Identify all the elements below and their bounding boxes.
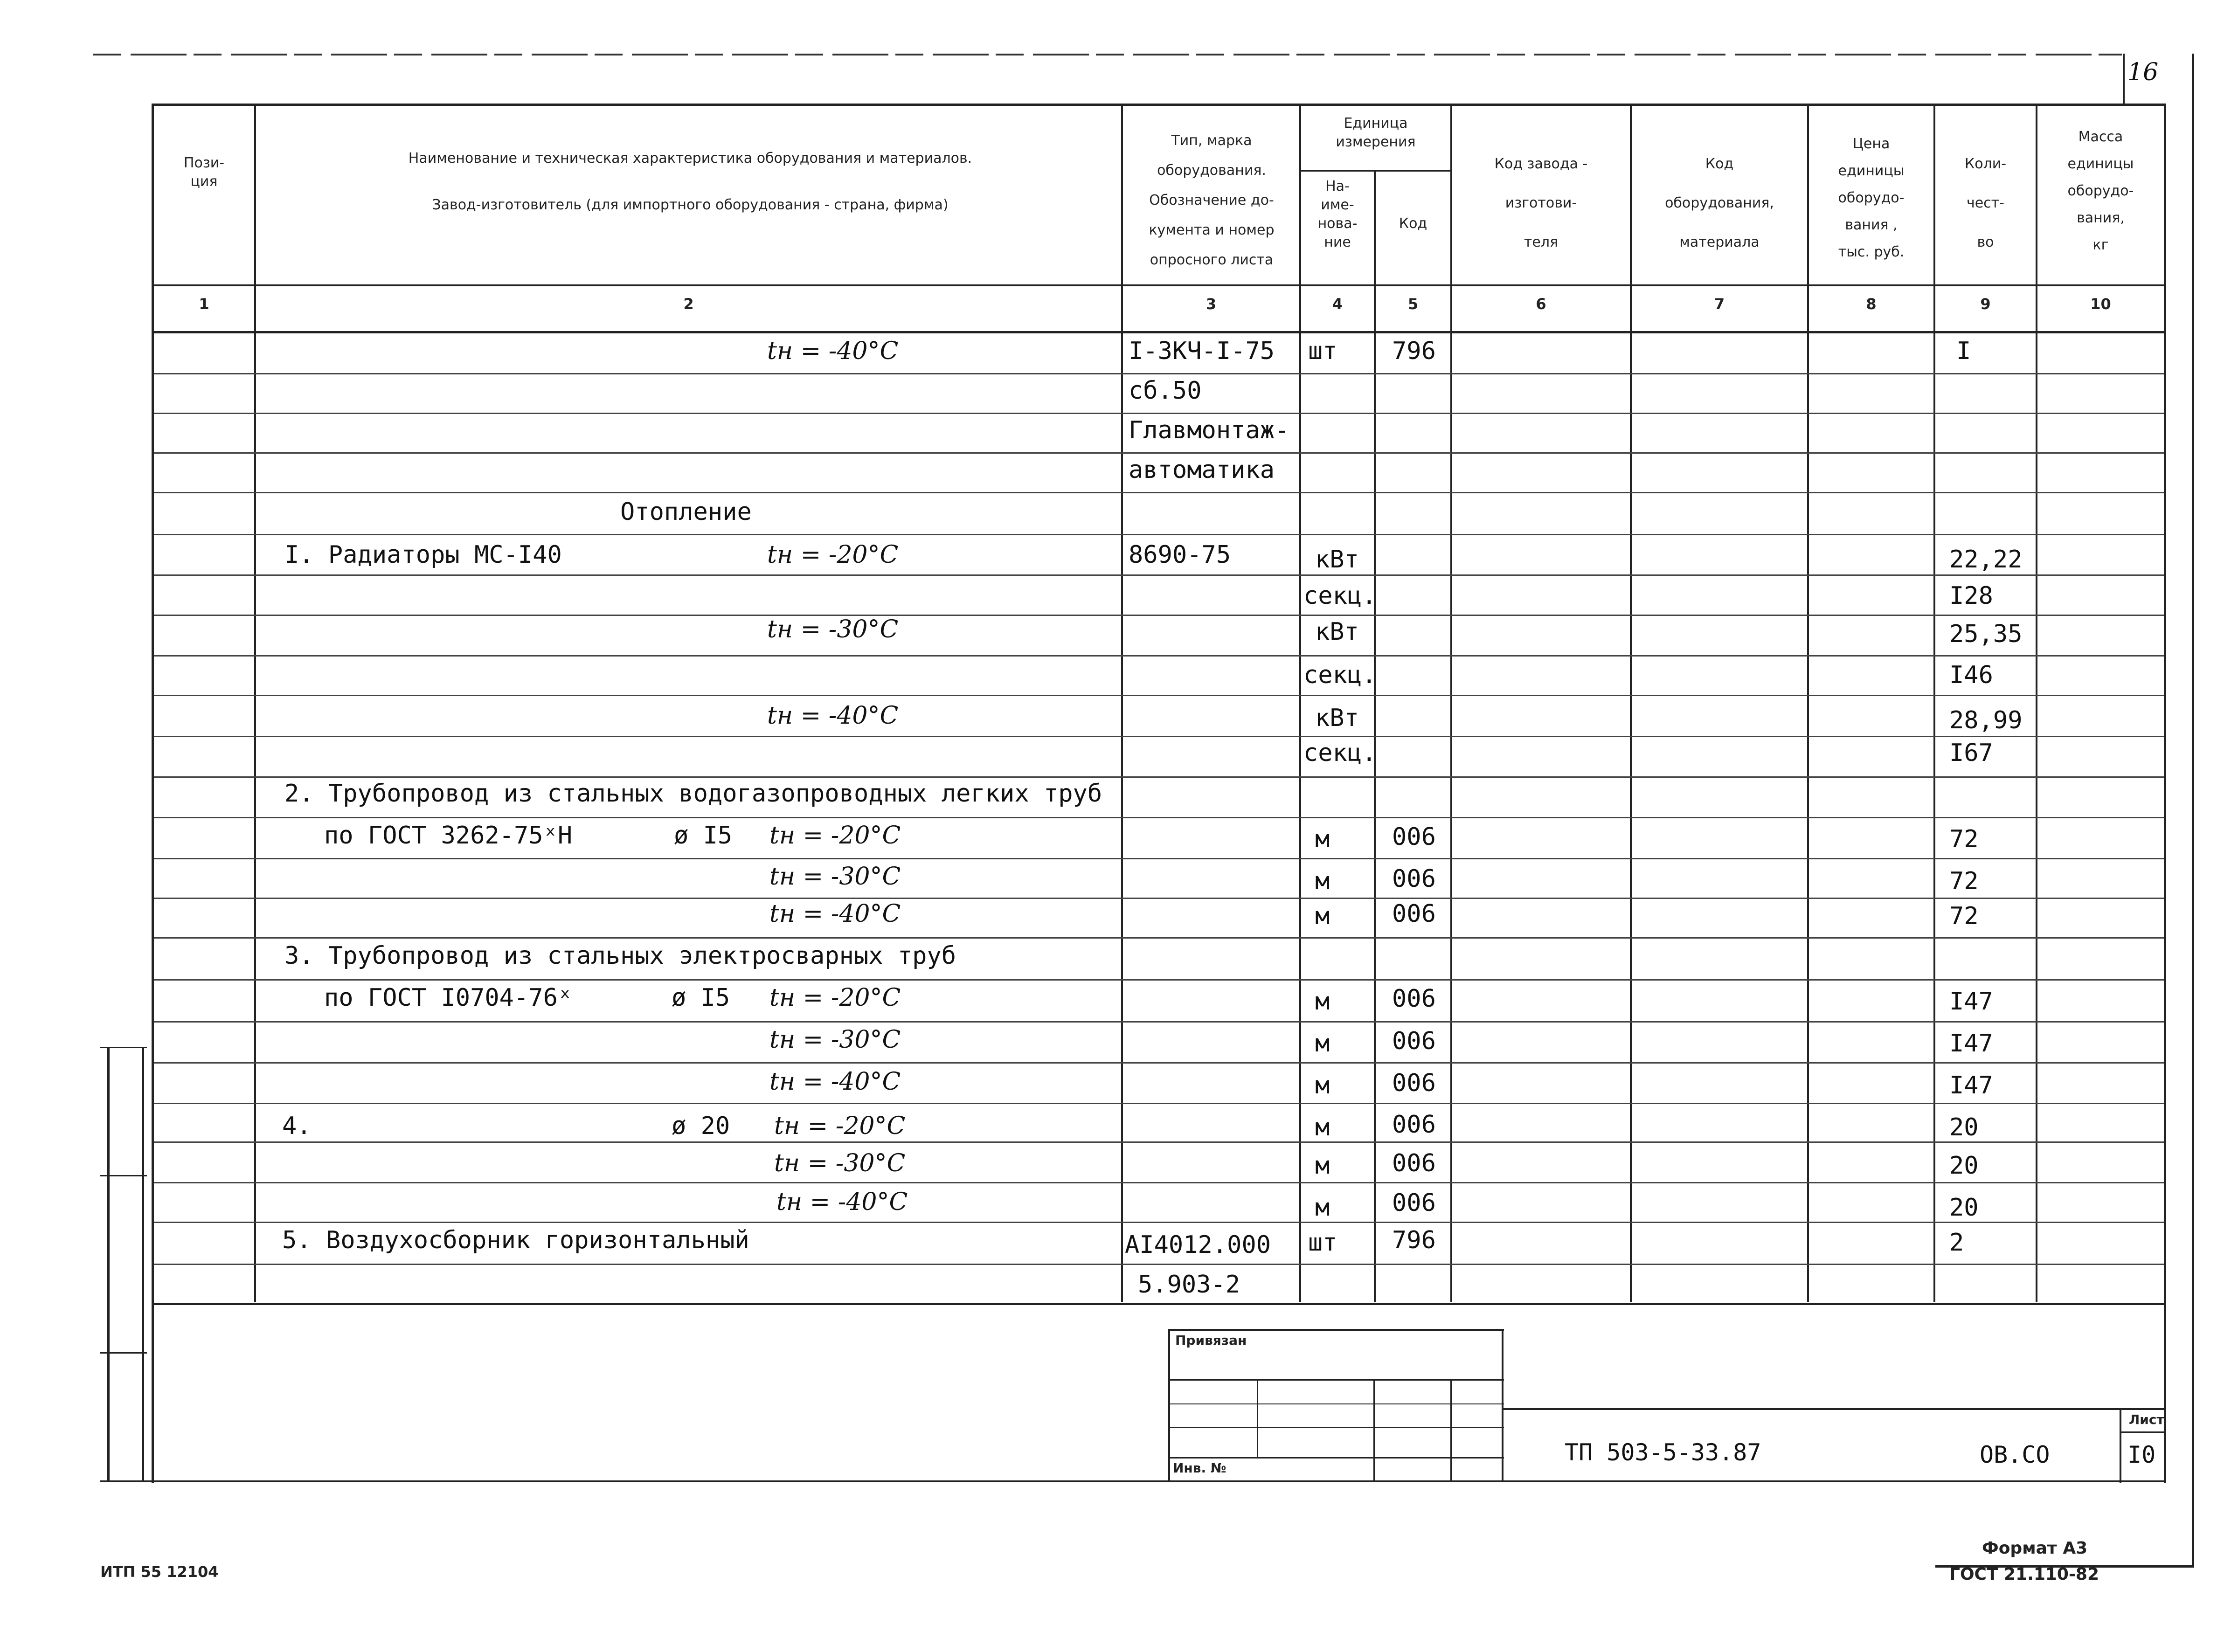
table-row-5-qty: 22,22 [1949, 546, 2023, 574]
footer-gost: ГОСТ 21.110-82 [1949, 1565, 2099, 1584]
stamp-privyazan: Привязан [1175, 1333, 1247, 1348]
table-row-18-code: 006 [1392, 1069, 1436, 1097]
row-separator [154, 858, 2164, 859]
header-mass: Масса единицы оборудо- вания, кг [2067, 129, 2134, 253]
colnum-bottom [152, 331, 2166, 333]
row-separator [154, 452, 2164, 454]
page-number: 16 [2127, 58, 2159, 86]
table-row-8-unit: секц. [1303, 661, 1377, 689]
stamp-sheet-label: Лист [2129, 1412, 2164, 1427]
col-divider-3 [1299, 104, 1301, 1302]
table-row-16-code: 006 [1392, 985, 1436, 1013]
table-row-22-name: 5. Воздухосборник горизонтальный [282, 1226, 749, 1254]
table-row-13-unit: м [1315, 867, 1330, 895]
section-heading-heating: Отопление [620, 498, 752, 526]
table-row-5-unit: кВт [1315, 546, 1359, 574]
row-separator [154, 492, 2164, 493]
stamp-section: ОВ.СО [1980, 1441, 2050, 1468]
table-row-22-code: 796 [1392, 1226, 1436, 1254]
colnum-1: 1 [199, 295, 209, 313]
header-type: Тип, марка оборудования. Обозначение до- кумента и номер опросного листа [1149, 132, 1275, 268]
colnum-8: 8 [1866, 295, 1877, 313]
table-row-22-type: AI4012.000 [1125, 1231, 1271, 1259]
table-row-13-name: tн = -30°C [769, 863, 901, 891]
table-row-14-name: tн = -40°C [769, 900, 901, 928]
table-row-17-name: tн = -30°C [769, 1026, 901, 1054]
table-row-19-name: 4. [282, 1112, 312, 1140]
colnum-2: 2 [683, 295, 694, 313]
table-row-20-name: tн = -30°C [774, 1149, 906, 1177]
row-separator [154, 1222, 2164, 1223]
colnum-5: 5 [1407, 295, 1419, 313]
colnum-6: 6 [1536, 295, 1546, 313]
header-price: Цена единицы оборудо- вания , тыс. руб. [1838, 136, 1905, 260]
table-row-19-name3: tн = -20°C [774, 1112, 906, 1140]
footer-format: Формат А3 [1982, 1539, 2088, 1558]
table-row-19-code: 006 [1392, 1111, 1436, 1139]
header-name-line2: Завод-изготовитель (для импортного оборудования - страна, фирма) [432, 197, 949, 213]
colnum-9: 9 [1980, 295, 1991, 313]
row-separator [154, 817, 2164, 818]
table-end-line [152, 1303, 2166, 1305]
table-top [152, 104, 2166, 106]
table-row-14-qty: 72 [1949, 902, 1979, 930]
table-row-5-name2: tн = -20°C [767, 541, 899, 569]
table-row-3-type: автоматика [1129, 456, 1275, 484]
table-row-10-unit: секц. [1303, 739, 1377, 767]
table-row-0-qty: I [1956, 337, 1971, 365]
header-unit-group: Единица измерения [1336, 115, 1416, 150]
table-row-17-unit: м [1315, 1030, 1330, 1058]
table-row-7-unit: кВт [1315, 618, 1359, 646]
table-row-12-name2: ø I5 [674, 822, 733, 850]
unit-subheader-line [1299, 170, 1450, 172]
table-row-13-qty: 72 [1949, 867, 1979, 895]
row-separator [154, 413, 2164, 414]
table-row-14-unit: м [1315, 902, 1330, 930]
row-separator [154, 1264, 2164, 1265]
table-row-12-name: по ГОСТ 3262-75ˣН [324, 822, 573, 850]
table-row-21-code: 006 [1392, 1189, 1436, 1217]
table-row-5-name: I. Радиаторы МС-I40 [284, 541, 562, 569]
frame-right [2192, 54, 2194, 1567]
col-divider-2 [1121, 104, 1123, 1302]
table-row-12-name3: tн = -20°C [769, 822, 901, 850]
left-margin-tick-1 [100, 1047, 147, 1048]
table-row-12-unit: м [1315, 825, 1330, 853]
left-margin-line-1 [107, 1047, 110, 1480]
table-row-0-unit: шт [1308, 337, 1337, 365]
row-separator [154, 615, 2164, 616]
table-row-12-qty: 72 [1949, 825, 1979, 853]
table-row-13-code: 006 [1392, 865, 1436, 893]
row-separator [154, 979, 2164, 981]
table-right [2164, 104, 2166, 1483]
row-separator [154, 898, 2164, 899]
table-row-18-name: tн = -40°C [769, 1068, 901, 1096]
row-separator [154, 1141, 2164, 1143]
table-row-20-code: 006 [1392, 1149, 1436, 1177]
table-row-19-name2: ø 20 [672, 1112, 730, 1140]
table-row-12-code: 006 [1392, 823, 1436, 851]
table-row-18-unit: м [1315, 1071, 1330, 1099]
col-divider-5 [1450, 104, 1452, 1302]
header-position: Пози- ция [183, 155, 225, 190]
row-separator [154, 574, 2164, 576]
table-row-0-code: 796 [1392, 337, 1436, 365]
table-row-8-qty: I46 [1949, 661, 1993, 689]
table-row-19-unit: м [1315, 1113, 1330, 1141]
top-border-line [93, 54, 2122, 55]
table-row-0-type: I-3КЧ-I-75 [1129, 337, 1275, 365]
row-separator [154, 373, 2164, 374]
col-divider-8 [1933, 104, 1935, 1302]
table-row-15-name: 3. Трубопровод из стальных электросварных труб [284, 942, 956, 970]
colnum-10: 10 [2090, 295, 2111, 313]
stamp-sheet-no: I0 [2127, 1441, 2156, 1468]
table-row-7-name: tн = -30°C [767, 615, 899, 643]
table-row-16-name2: ø I5 [672, 984, 730, 1012]
table-row-22-qty: 2 [1949, 1229, 1964, 1257]
table-row-18-qty: I47 [1949, 1071, 1993, 1099]
table-row-17-code: 006 [1392, 1027, 1436, 1055]
table-row-21-qty: 20 [1949, 1194, 1979, 1222]
table-row-23-type: 5.903-2 [1138, 1271, 1240, 1299]
row-separator [154, 534, 2164, 535]
table-row-20-unit: м [1315, 1152, 1330, 1180]
row-separator [154, 776, 2164, 778]
table-row-6-unit: секц. [1303, 582, 1377, 610]
colnum-7: 7 [1714, 295, 1725, 313]
table-row-20-qty: 20 [1949, 1152, 1979, 1180]
table-row-7-qty: 25,35 [1949, 620, 2023, 648]
col-divider-7 [1807, 104, 1809, 1302]
left-margin-tick-3 [100, 1352, 147, 1354]
col-divider-9 [2036, 104, 2037, 1302]
header-unit-code: Код [1399, 215, 1427, 232]
table-row-16-name3: tн = -20°C [769, 984, 901, 1012]
table-row-6-qty: I28 [1949, 582, 1993, 610]
table-row-22-unit: шт [1308, 1229, 1337, 1257]
row-separator [154, 1062, 2164, 1064]
header-factory-code: Код завода - изготови- теля [1494, 156, 1588, 250]
table-row-14-code: 006 [1392, 900, 1436, 928]
left-margin-line-2 [142, 1047, 144, 1480]
left-margin-tick-2 [100, 1175, 147, 1176]
row-separator [154, 695, 2164, 696]
table-row-5-type: 8690-75 [1129, 541, 1231, 569]
header-name-line1: Наименование и техническая характеристика оборудования и материалов. [408, 150, 972, 166]
page-number-box-left [2123, 54, 2125, 105]
header-quantity: Коли- чест- во [1964, 156, 2007, 250]
table-row-17-qty: I47 [1949, 1030, 1993, 1058]
colnum-4: 4 [1332, 295, 1343, 313]
table-row-11-name: 2. Трубопровод из стальных водогазопроводных легких труб [284, 780, 1102, 808]
table-row-1-type: сб.50 [1129, 377, 1202, 405]
row-separator [154, 1182, 2164, 1183]
table-row-21-unit: м [1315, 1194, 1330, 1222]
header-unit-name: На- име- нова- ние [1317, 178, 1358, 250]
colnum-3: 3 [1206, 295, 1217, 313]
row-separator [154, 1021, 2164, 1023]
row-separator [154, 937, 2164, 939]
table-row-16-unit: м [1315, 988, 1330, 1016]
table-row-9-qty: 28,99 [1949, 706, 2023, 734]
footer-left: ИТП 55 12104 [100, 1563, 219, 1581]
table-row-9-unit: кВт [1315, 704, 1359, 732]
table-row-9-name: tн = -40°C [767, 702, 899, 730]
header-bottom [152, 284, 2166, 286]
table-row-10-qty: I67 [1949, 739, 1993, 767]
row-separator [154, 1103, 2164, 1104]
table-row-16-name: по ГОСТ I0704-76ˣ [324, 984, 573, 1012]
col-divider-1 [254, 104, 256, 1302]
table-row-2-type: Главмонтаж- [1129, 416, 1289, 444]
header-equipment-code: Код оборудования, материала [1665, 156, 1774, 250]
stamp-inv-no: Инв. № [1173, 1460, 1226, 1476]
table-row-19-qty: 20 [1949, 1113, 1979, 1141]
col-divider-6 [1630, 104, 1632, 1302]
table-row-0-name: tн = -40°C [767, 337, 899, 365]
row-separator [154, 736, 2164, 737]
table-row-16-qty: I47 [1949, 988, 1993, 1016]
bottom-frame-line [100, 1480, 2166, 1482]
table-row-21-name: tн = -40°C [776, 1188, 908, 1216]
stamp-doc-code: ТП 503-5-33.87 [1565, 1439, 1761, 1466]
row-separator [154, 655, 2164, 657]
